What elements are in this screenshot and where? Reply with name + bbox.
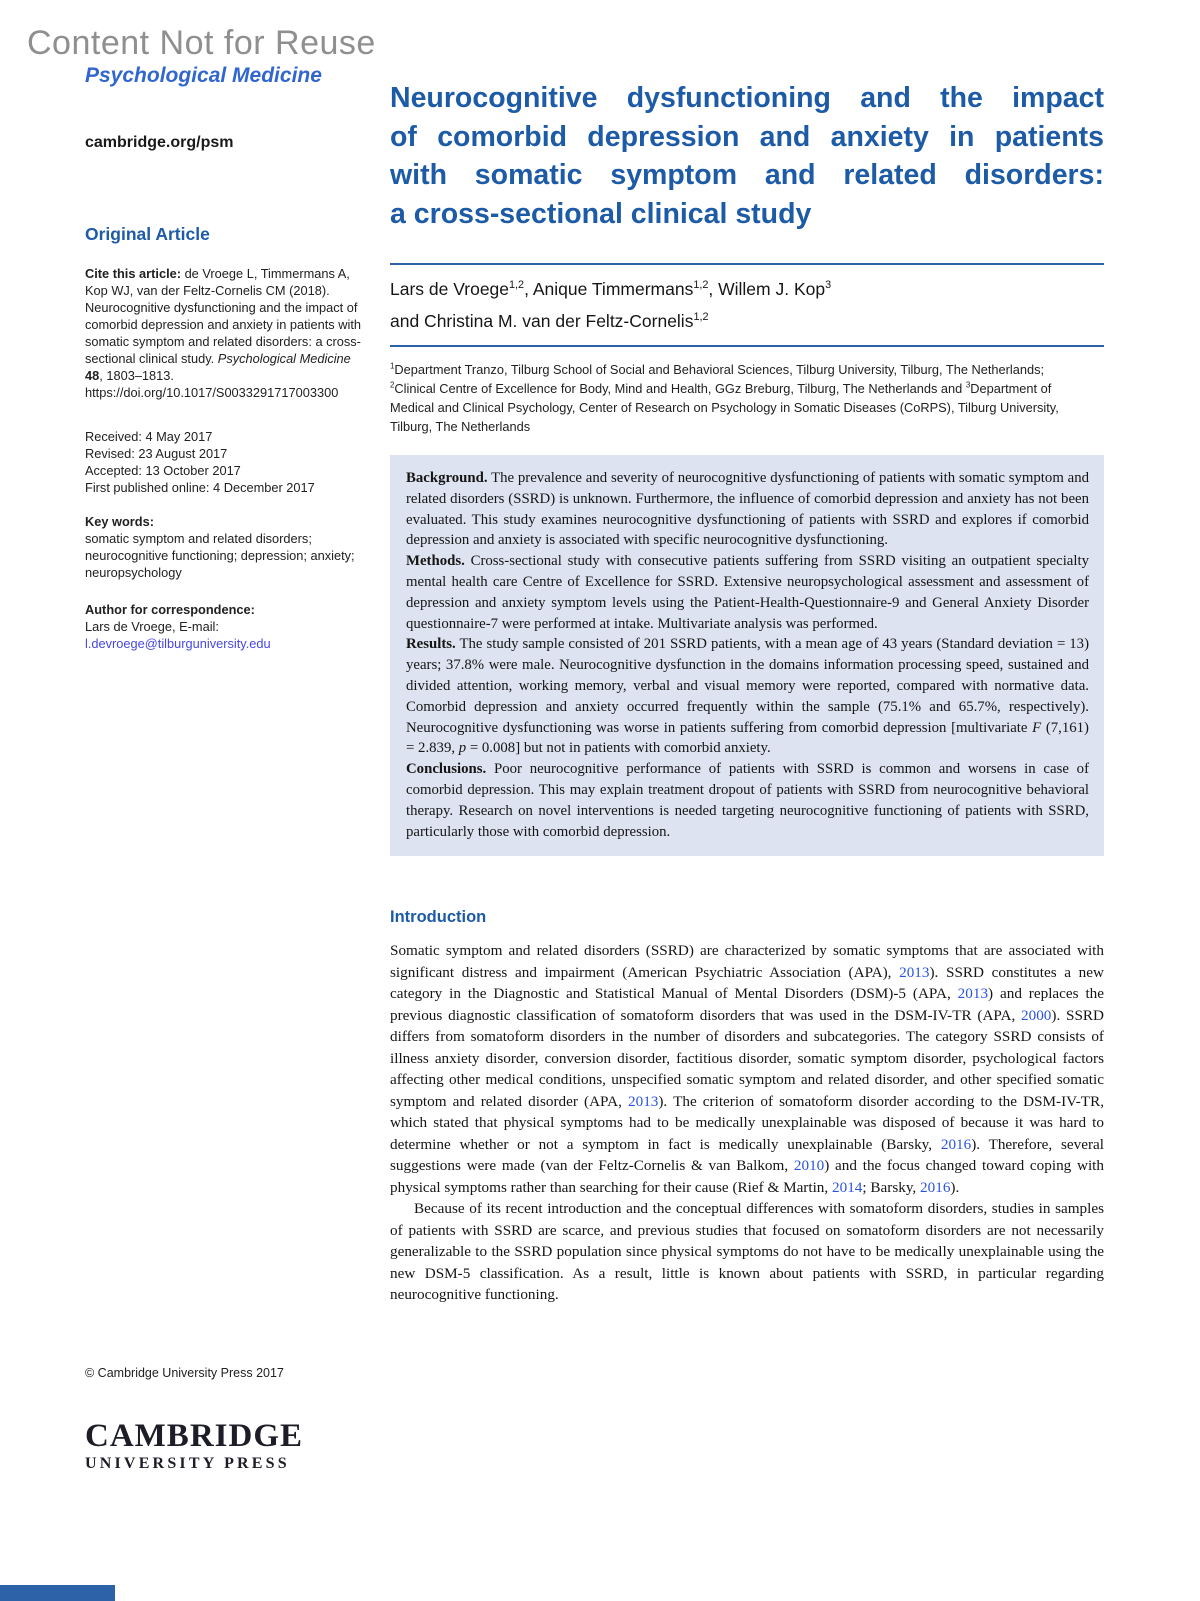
citation-year-link[interactable]: 2014: [832, 1178, 863, 1196]
abstract-results: Results. The study sample consisted of 201 SSRD patients, with a mean age of 43 years (Standard deviation = 13) years; 37.8% were male. Neurocognitive dysfunction in the domains information processing speed, sustained and divided attention, working memory, verbal and visual memory were reported, compared with normative data. Comorbid depression and anxiety occurred frequently within the sample (75.1% and 65.7%, respectively). Neurocognitive dysfunctioning was worse in patients suffering from comorbid depression [multivariate F (7,161) = 2.839, p = 0.008] but not in patients with comorbid anxiety.: [406, 636, 1089, 757]
journal-title: Psychological Medicine: [85, 64, 322, 87]
abstract-methods: Methods. Cross-sectional study with consecutive patients suffering from SSRD visiting an outpatient specialty mental health care Centre of Excellence for SSRD. Extensive neuropsychological assessment and assessment of depression and anxiety symptom levels using the Patient-Health-Questionnaire-9 and General Anxiety Disorder questionnaire-7 were performed at intake. Multivariate analysis was performed.: [406, 553, 1089, 632]
introduction-paragraph: Because of its recent introduction and the conceptual differences with somatoform disorders, studies in samples of patients with SSRD are scarce, and previous studies that focused on somatoform disorders are not necessarily generalizable to the SSRD population since physical symptoms do not have to be medically unexplainable using the new DSM-5 classification. As a result, little is known about patients with SSRD, in particular regarding neurocognitive functioning.: [390, 1200, 1104, 1304]
email-link[interactable]: l.devroege@: [85, 636, 158, 651]
journal-url[interactable]: cambridge.org/psm: [85, 134, 234, 151]
author-line: Lars de Vroege$^{1,2}$, Anique Timmermans$^{1,2}$, Willem J. Kop$^3$: [390, 279, 832, 300]
citation-year-link[interactable]: 2013: [628, 1092, 659, 1110]
divider-rule-top: [390, 263, 1104, 265]
article-title-line: a cross-sectional clinical study: [390, 197, 812, 230]
keywords-text: somatic symptom and related disorders; neurocognitive functioning; depression; anxiety; neuropsychology: [85, 531, 355, 580]
revised-date: Revised: 23 August 2017: [85, 446, 228, 461]
publisher-logo-line2: UNIVERSITY PRESS: [85, 1455, 290, 1472]
sidebar: [85, 64, 367, 652]
accepted-date: Accepted: 13 October 2017: [85, 463, 241, 478]
affiliations: $^1$Department Tranzo, Tilburg School of Social and Behavioral Sciences, Tilburg University, Tilburg, The Netherlands; $^2$Clinical Centre of Excellence for Body, Mind and Health, GGz Breburg, Tilburg, The Netherlands and $^3$Department of Medical and Clinical Psychology, Center of Research on Psychology in Somatic Diseases (CoRPS), Tilburg University, Tilburg, The Netherlands: [390, 361, 1059, 435]
correspondence-block: [85, 601, 367, 652]
author-list: [390, 273, 1104, 337]
article-history: [85, 428, 367, 496]
email-link[interactable]: tilburguniversity.edu: [157, 636, 271, 651]
article-main-column: [390, 60, 1104, 1306]
publisher-logo-line1: CAMBRIDGE: [85, 1418, 304, 1454]
citation-year-link[interactable]: 2016: [920, 1178, 951, 1196]
author-line: and Christina M. van der Feltz-Cornelis$^{1,2}$: [390, 311, 709, 332]
correspondence-label: Author for correspondence:: [85, 602, 255, 617]
abstract-conclusions: Conclusions. Poor neurocognitive performance of patients with SSRD is common and worsens in case of comorbid depression. This may explain treatment dropout of patients with SSRD from neurocognitive behavioral therapy. Research on novel interventions is needed targeting neurocognitive functioning of patients with SSRD, particularly those with comorbid depression.: [406, 761, 1089, 840]
abstract-background: Background. The prevalence and severity of neurocognitive dysfunctioning of patients with somatic symptom and related disorders (SSRD) is unknown. Furthermore, the influence of comorbid depression and anxiety has not been evaluated. This study examines neurocognitive dysfunctioning of patients with SSRD and explores if comorbid depression and anxiety is associated with specific neurocognitive dysfunctioning.: [406, 470, 1089, 549]
published-date: First published online: 4 December 2017: [85, 480, 315, 495]
article-title-line: of comorbid depression and anxiety in patients: [390, 120, 1104, 153]
received-date: Received: 4 May 2017: [85, 429, 213, 444]
citation-block: Cite this article: de Vroege L, Timmermans A, Kop WJ, van der Feltz-Cornelis CM (2018). Neurocognitive dysfunctioning and the impact of comorbid depression and anxiety in patients with somatic symptom and related disorders: a cross-sectional clinical study. Psychological Medicine 48, 1803–1813. https://doi.org/10.1017/S0033291717003300: [85, 266, 362, 400]
keywords-label: Key words:: [85, 514, 154, 529]
publisher-logo: [85, 1418, 303, 1474]
introduction-paragraph: Somatic symptom and related disorders (SSRD) are characterized by somatic symptoms that are associated with significant distress and impairment (American Psychiatric Association (APA), 2013). SSRD constitutes a new category in the Diagnostic and Statistical Manual of Mental Disorders (DSM)-5 (APA, 2013) and replaces the previous diagnostic classification of somatoform disorders that was used in the DSM-IV-TR (APA, 2000). SSRD differs from somatoform disorders in the number of disorders and subcategories. The category SSRD consists of illness anxiety disorder, conversion disorder, factitious disorder, somatic symptom disorder, psychological factors affecting other medical conditions, unspecified somatic symptom and related disorder, and other specified somatic symptom and related disorder (APA, 2013). The criterion of somatoform disorder according to the DSM-IV-TR, which stated that physical symptoms had to be medically unexplainable was disposed of because it was hard to determine whether or not a symptom in fact is medically unexplainable (Barsky, 2016). Therefore, several suggestions were made (van der Feltz-Cornelis & van Balkom, 2010) and the focus changed toward coping with physical symptoms rather than searching for their cause (Rief & Martin, 2014; Barsky, 2016).: [390, 942, 1105, 1196]
article-type-heading: Original Article: [85, 224, 210, 244]
correspondence-text: Lars de Vroege, E-mail: l.devroege@tilburguniversity.edu: [85, 619, 271, 651]
page-corner-blue-bar: [0, 1585, 115, 1601]
citation-year-link[interactable]: 2010: [793, 1157, 825, 1175]
watermark-text: Content Not for Reuse: [27, 24, 376, 62]
copyright-notice: © Cambridge University Press 2017: [85, 1366, 284, 1380]
abstract-box: [390, 455, 1104, 856]
citation-year-link[interactable]: 2016: [940, 1135, 972, 1153]
citation-year-link[interactable]: 2013: [957, 985, 989, 1003]
article-title-line: with somatic symptom and related disorders:: [390, 159, 1104, 192]
introduction-heading: Introduction: [390, 908, 487, 927]
keywords-block: [85, 513, 367, 581]
citation-year-link[interactable]: 2000: [1021, 1006, 1052, 1024]
article-title: [390, 79, 1104, 233]
article-title-line: Neurocognitive dysfunctioning and the impact: [390, 82, 1104, 115]
citation-year-link[interactable]: 2013: [899, 963, 930, 981]
divider-rule-bottom: [390, 345, 1104, 347]
